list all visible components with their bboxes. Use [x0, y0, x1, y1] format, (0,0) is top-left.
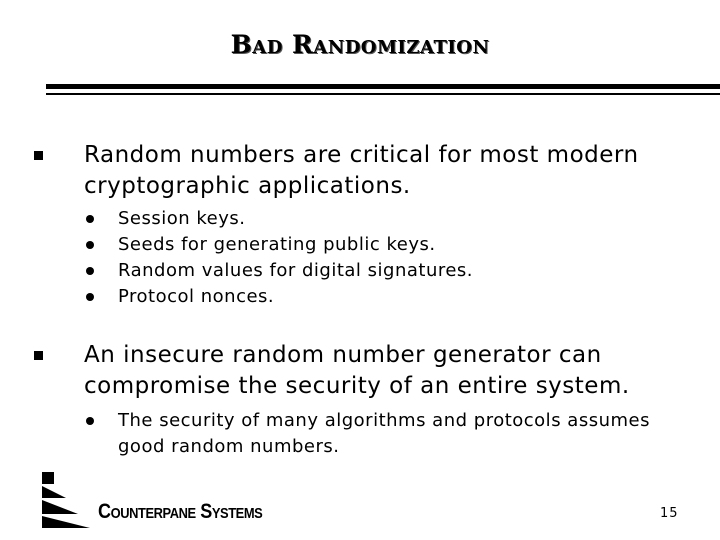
sub-bullet-text: The security of many algorithms and protocols assumes good random numbers.	[118, 410, 650, 457]
square-bullet-icon	[34, 351, 43, 360]
round-bullet-icon	[86, 417, 94, 425]
square-bullet-icon	[34, 151, 43, 160]
bullet-text: An insecure random number generator can compromise the security of an entire system.	[84, 342, 630, 399]
slide-title: Bad Randomization	[230, 30, 490, 59]
title-rule-thick	[46, 84, 720, 89]
sub-bullet-text: Random values for digital signatures.	[118, 260, 474, 281]
sub-bullet-text: Seeds for generating public keys.	[118, 234, 436, 255]
page-number: 15	[660, 506, 679, 521]
sub-bullet-text: Session keys.	[118, 208, 246, 229]
round-bullet-icon	[86, 241, 94, 249]
bullet-text: Random numbers are critical for most modern cryptographic applications.	[84, 142, 639, 199]
round-bullet-icon	[86, 267, 94, 275]
round-bullet-icon	[86, 293, 94, 301]
title-rule-thin	[46, 93, 720, 95]
counterpane-logo-icon	[40, 470, 92, 530]
sub-bullet-text: Protocol nonces.	[118, 286, 275, 307]
company-logo-text: Counterpane Systems	[98, 500, 263, 523]
round-bullet-icon	[86, 215, 94, 223]
